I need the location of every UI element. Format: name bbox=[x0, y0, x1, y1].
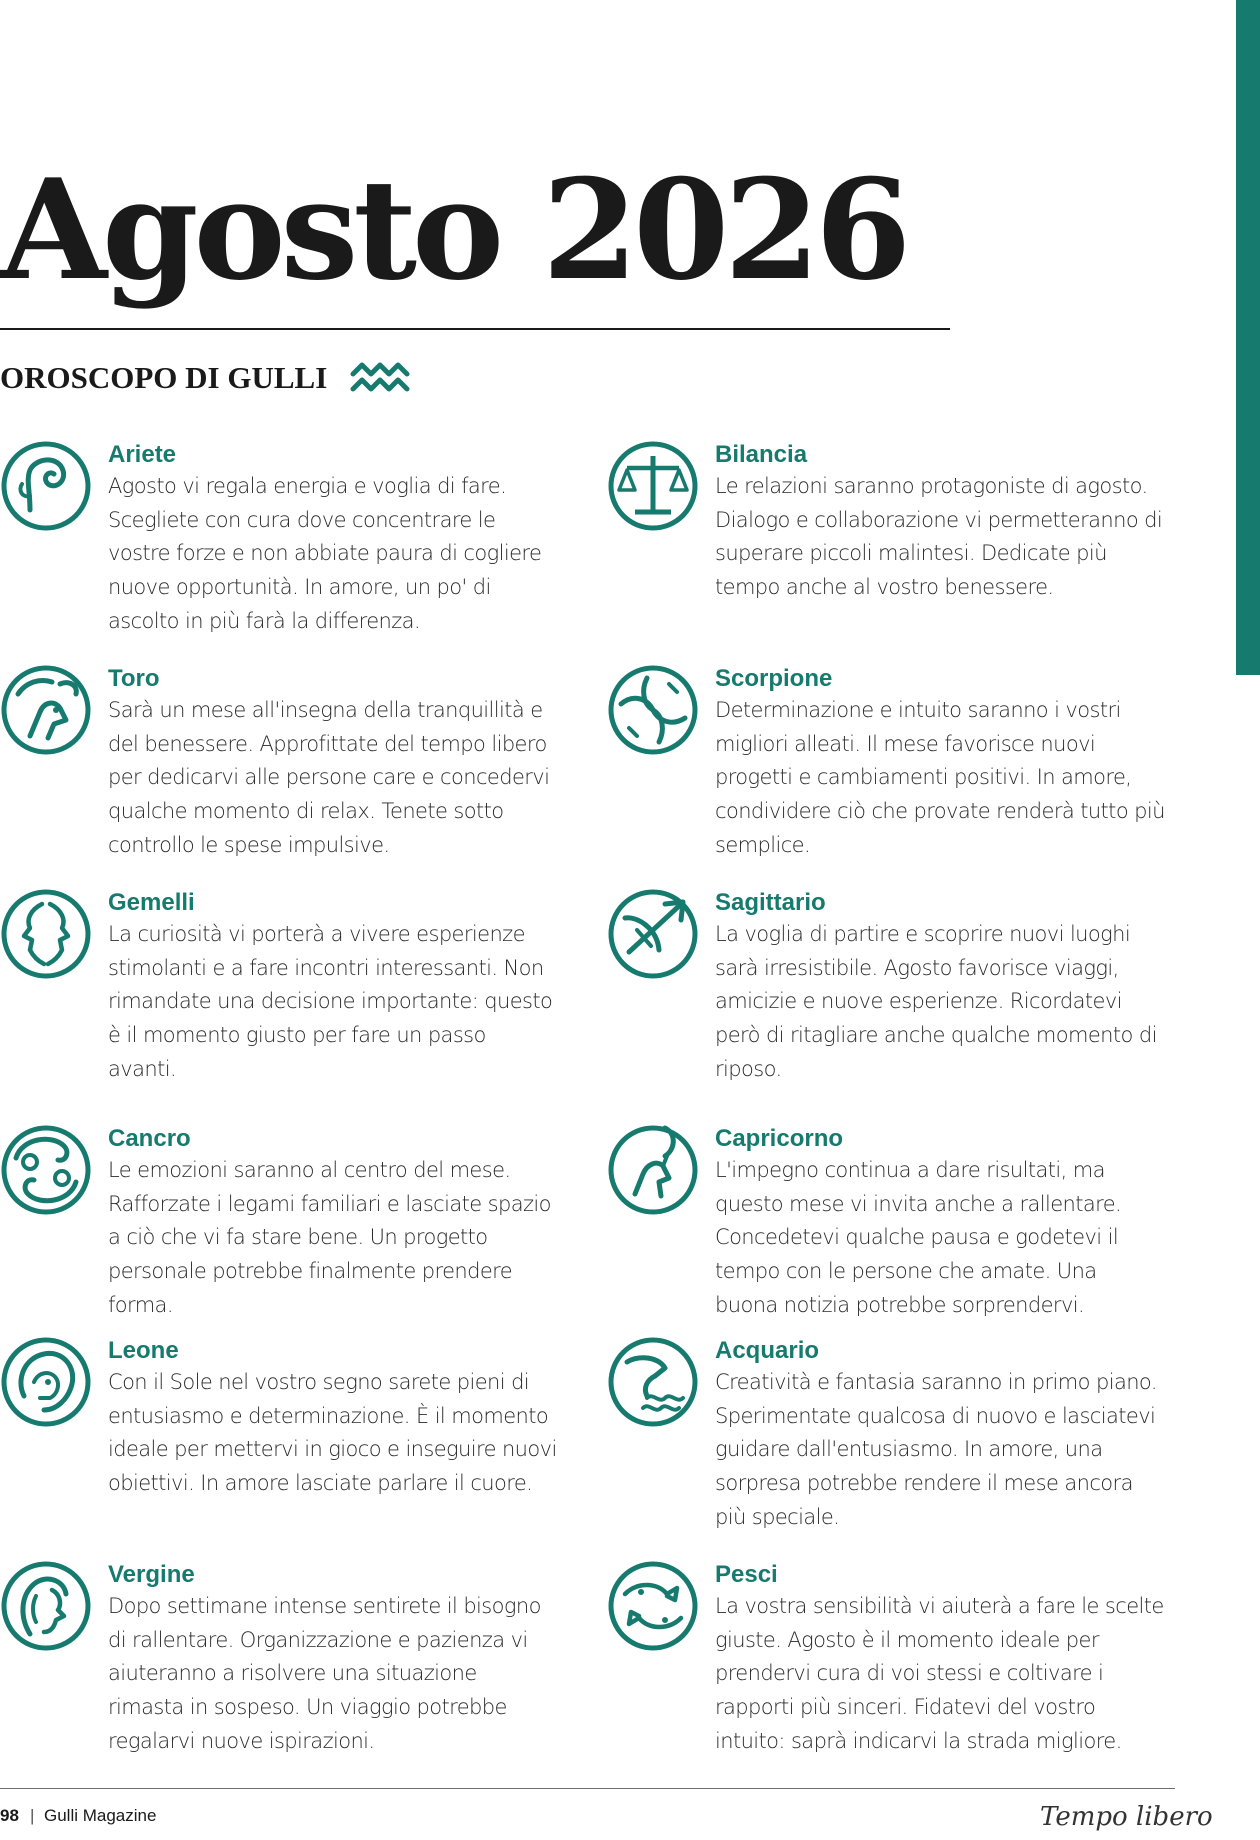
sign-name: Pesci bbox=[715, 1561, 778, 1588]
sign-name: Capricorno bbox=[715, 1125, 844, 1152]
sign-name: Ariete bbox=[108, 441, 177, 468]
section-name: Tempo libero bbox=[1040, 1802, 1213, 1832]
sign-description: L'impegno continua a dare risultati, ma questo mese vi invita anche a rallentare. Concedetevi qualche pausa e godetevi il tempo con le persone che amate. Una buona notizia potrebbe sorprendervi. bbox=[715, 1158, 1122, 1317]
sign-name: Leone bbox=[108, 1337, 179, 1364]
cancer-icon bbox=[0, 1124, 92, 1216]
section-subtitle: OROSCOPO DI GULLI bbox=[0, 360, 328, 395]
sign-description: Dopo settimane intense sentirete il bisogno di rallentare. Organizzazione e pazienza vi aiuteranno a risolvere una situazione rimasta in sospeso. Un viaggio potrebbe regalarvi nuove ispirazioni. bbox=[108, 1594, 541, 1753]
pisces-icon bbox=[607, 1560, 699, 1652]
sign-name: Scorpione bbox=[715, 665, 833, 692]
page-number: 98 bbox=[0, 1806, 19, 1825]
sign-description: Le relazioni saranno protagoniste di agosto. Dialogo e collaborazione vi permetteranno di superare piccoli malintesi. Dedicate più tempo anche al vostro benessere. bbox=[715, 474, 1163, 600]
sign-description: Determinazione e intuito saranno i vostri migliori alleati. Il mese favorisce nuovi progetti e cambiamenti positivi. In amore, condividere ciò che provate renderà tutto più semplice. bbox=[715, 698, 1165, 857]
aries-icon bbox=[0, 440, 92, 532]
sign-name: Gemelli bbox=[108, 889, 195, 916]
taurus-icon bbox=[0, 664, 92, 756]
sagittarius-icon bbox=[607, 888, 699, 980]
footer-divider bbox=[0, 1788, 1175, 1789]
aquarius-glyph-icon bbox=[350, 360, 412, 396]
libra-icon bbox=[607, 440, 699, 532]
sign-description: Le emozioni saranno al centro del mese. Rafforzate i legami familiari e lasciate spazio a ciò che vi fa stare bene. Un progetto personale potrebbe finalmente prendere forma. bbox=[108, 1158, 551, 1317]
virgo-icon bbox=[0, 1560, 92, 1652]
gemini-icon bbox=[0, 888, 92, 980]
sign-name: Bilancia bbox=[715, 441, 808, 468]
leo-icon bbox=[0, 1336, 92, 1428]
sign-name: Vergine bbox=[108, 1561, 195, 1588]
title-divider bbox=[0, 328, 950, 330]
sign-description: Agosto vi regala energia e voglia di fare. Scegliete con cura dove concentrare le vostre forze e non abbiate paura di cogliere nuove opportunità. In amore, un po' di ascolto in più farà la differenza. bbox=[108, 474, 542, 633]
aquarius-icon bbox=[607, 1336, 699, 1428]
capricorn-icon bbox=[607, 1124, 699, 1216]
sign-description: Creatività e fantasia saranno in primo piano. Sperimentate qualcosa di nuovo e lasciatevi guidare dall'entusiasmo. In amore, una sorpresa potrebbe rendere il mese ancora più speciale. bbox=[715, 1370, 1157, 1529]
sign-description: La voglia di partire e scoprire nuovi luoghi sarà irresistibile. Agosto favorisce viaggi, amicizie e nuove esperienze. Ricordatevi però di ritagliare anche qualche momento di riposo. bbox=[715, 922, 1157, 1081]
magazine-name: Gulli Magazine bbox=[44, 1806, 157, 1825]
footer-separator: | bbox=[30, 1806, 35, 1825]
sign-description: Con il Sole nel vostro segno sarete pieni di entusiasmo e determinazione. È il momento ideale per mettervi in gioco e inseguire nuovi obiettivi. In amore lasciate parlare il cuore. bbox=[108, 1370, 557, 1496]
sign-description: La vostra sensibilità vi aiuterà a fare le scelte giuste. Agosto è il momento ideale per prendervi cura di voi stessi e coltivare i rapporti più sinceri. Fidatevi del vostro intuito: saprà indicarvi la strada migliore. bbox=[715, 1594, 1164, 1753]
sign-name: Cancro bbox=[108, 1125, 191, 1152]
sign-description: Sarà un mese all'insegna della tranquillità e del benessere. Approfittate del tempo libero per dedicarvi alle persone care e concedervi qualche momento di relax. Tenete sotto controllo le spese impulsive. bbox=[108, 698, 550, 857]
sign-name: Acquario bbox=[715, 1337, 820, 1364]
sign-name: Toro bbox=[108, 665, 160, 692]
scorpio-icon bbox=[607, 664, 699, 756]
sign-description: La curiosità vi porterà a vivere esperienze stimolanti e a fare incontri interessanti. Non rimandate una decisione importante: questo è il momento giusto per fare un passo avanti. bbox=[108, 922, 553, 1081]
sign-name: Sagittario bbox=[715, 889, 826, 916]
accent-side-bar bbox=[1236, 0, 1260, 675]
page-title: Agosto 2026 bbox=[0, 148, 907, 311]
